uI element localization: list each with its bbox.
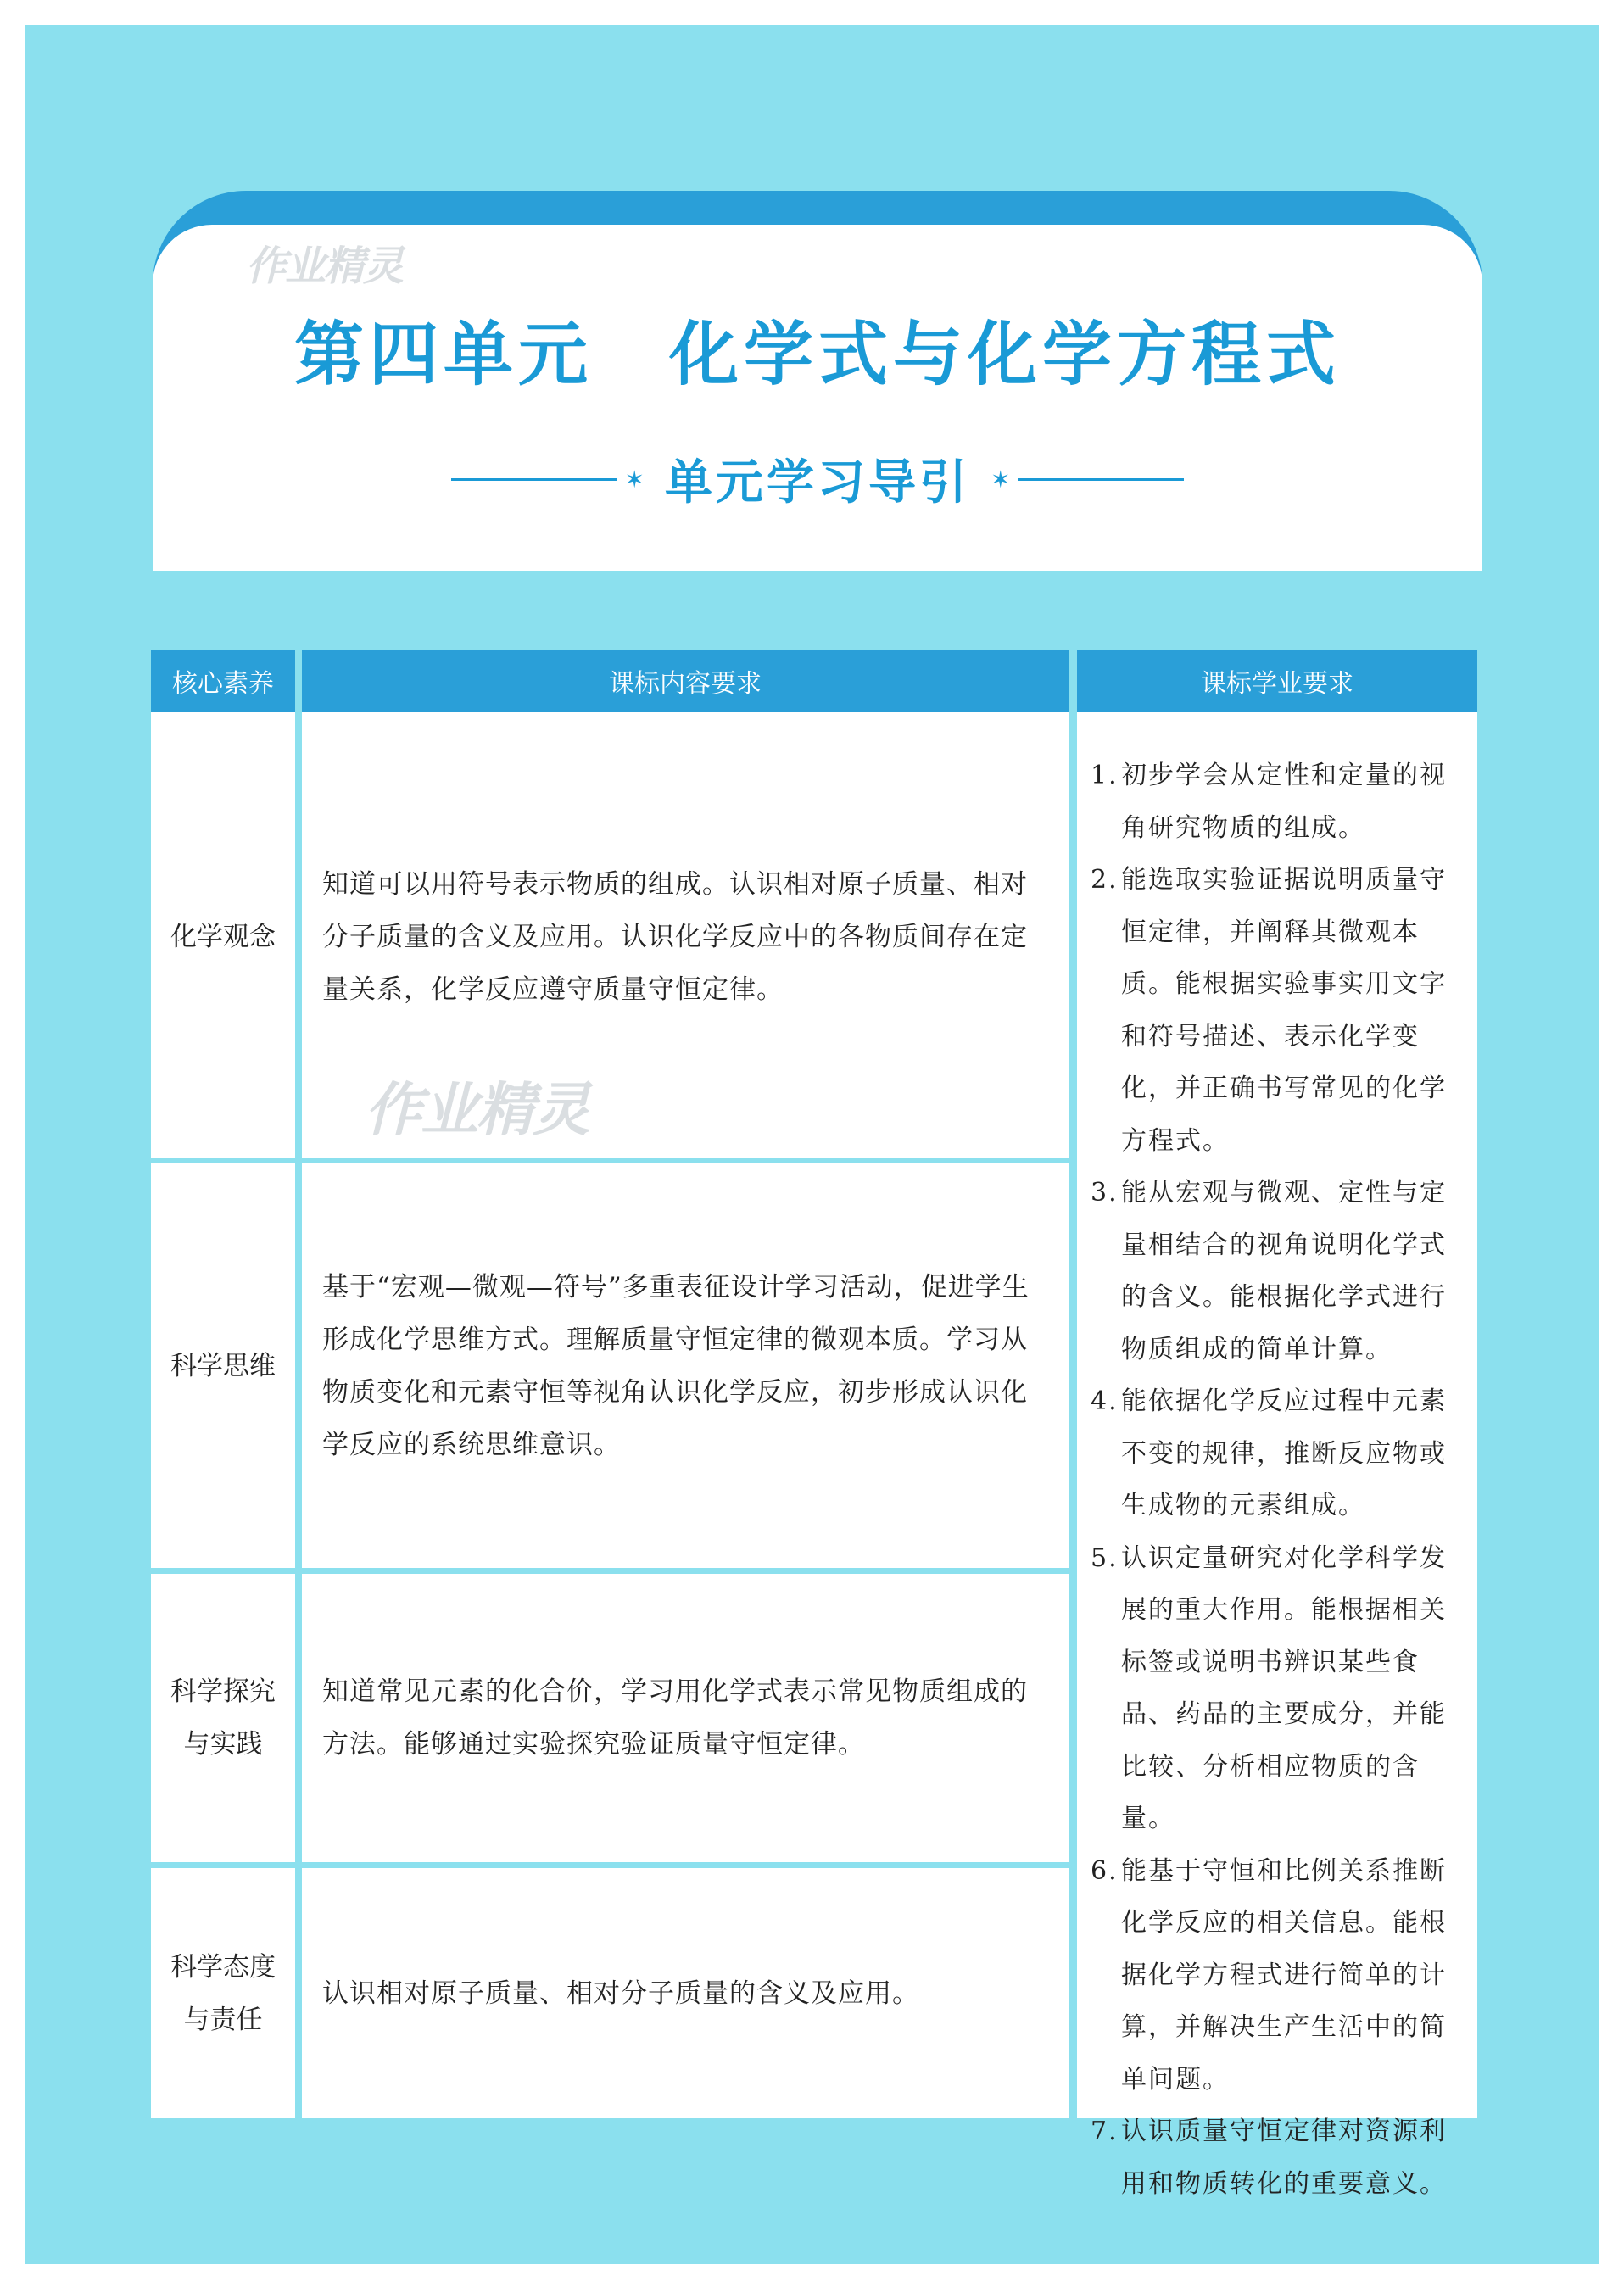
literacy-cell: 科学探究与实践 <box>151 1574 295 1862</box>
content-text: 知道常见元素的化合价，学习用化学式表示常见物质组成的方法。能够通过实验探究验证质量守恒定律。 <box>322 1676 1028 1760</box>
item-text: 能选取实验证据说明质量守恒定律，并阐释其微观本质。能根据实验事实用文字和符号描述、表示化学变化，并正确书写常见的化学方程式。 <box>1121 865 1447 1156</box>
content-text: 基于“宏观—微观—符号”多重表征设计学习活动，促进学生形成化学思维方式。理解质量守恒定律的微观本质。学习从物质变化和元素守恒等视角认识化学反应，初步形成认识化学反应的系统思维意识。 <box>322 1271 1030 1460</box>
item-number: 5. <box>1091 1542 1119 1573</box>
watermark-middle: 作业精灵 <box>365 1077 589 1144</box>
item-number: 3. <box>1091 1178 1119 1208</box>
list-item <box>1091 854 1462 1167</box>
item-number: 4. <box>1091 1386 1119 1416</box>
literacy-cell: 科学思维 <box>151 1163 295 1568</box>
divider-line-right <box>1018 478 1184 481</box>
item-text: 能从宏观与微观、定性与定量相结合的视角说明化学式的含义。能根据化学式进行物质组成的简单计算。 <box>1121 1178 1447 1364</box>
item-number: 7. <box>1091 2117 1119 2146</box>
content-text: 知道可以用符号表示物质的组成。认识相对原子质量、相对分子质量的含义及应用。认识化学反应中的各物质间存在定量关系，化学反应遵守质量守恒定律。 <box>322 869 1028 1005</box>
column-header-content: 课标内容要求 <box>302 650 1069 716</box>
star-icon: ✶ <box>624 465 645 494</box>
unit-name: 化学式与化学方程式 <box>669 314 1342 395</box>
item-text: 能依据化学反应过程中元素不变的规律，推断反应物或生成物的元素组成。 <box>1121 1386 1447 1520</box>
unit-header-card <box>153 191 1482 571</box>
requirements-cell <box>1077 716 1477 2199</box>
star-icon: ✶ <box>991 465 1011 494</box>
column-header-literacy: 核心素养 <box>151 650 295 716</box>
item-text: 认识质量守恒定律对资源利用和物质转化的重要意义。 <box>1121 2117 1447 2199</box>
item-text: 认识定量研究对化学科学发展的重大作用。能根据相关标签或说明书辨识某些食品、药品的主要成分，并能比较、分析相应物质的含量。 <box>1121 1542 1447 1833</box>
content-cell <box>302 1163 1069 1568</box>
list-item <box>1091 2106 1462 2210</box>
literacy-cell: 化学观念 <box>151 716 295 1158</box>
item-number: 1. <box>1091 761 1119 790</box>
item-number: 2. <box>1091 865 1119 895</box>
unit-number: 第四单元 <box>293 314 593 395</box>
list-item <box>1091 1845 1462 2106</box>
guide-heading-row <box>153 449 1482 509</box>
list-item <box>1091 750 1462 854</box>
item-text: 能基于守恒和比例关系推断化学反应的相关信息。能根据化学方程式进行简单的计算，并解决生产生活中的简单问题。 <box>1121 1855 1447 2095</box>
list-item <box>1091 1375 1462 1532</box>
item-number: 6. <box>1091 1855 1119 1886</box>
guide-title: 单元学习导引 <box>665 455 970 510</box>
item-text: 初步学会从定性和定量的视角研究物质的组成。 <box>1121 761 1447 843</box>
list-item <box>1091 1167 1462 1375</box>
watermark-top: 作业精灵 <box>246 243 403 290</box>
unit-title <box>153 299 1482 399</box>
content-text: 认识相对原子质量、相对分子质量的含义及应用。 <box>322 1977 919 2009</box>
content-cell <box>302 1868 1069 2118</box>
list-item <box>1091 1532 1462 1845</box>
literacy-cell: 科学态度与责任 <box>151 1868 295 2118</box>
content-cell <box>302 1574 1069 1862</box>
divider-line-left <box>451 478 617 481</box>
column-header-requirements: 课标学业要求 <box>1077 650 1477 716</box>
